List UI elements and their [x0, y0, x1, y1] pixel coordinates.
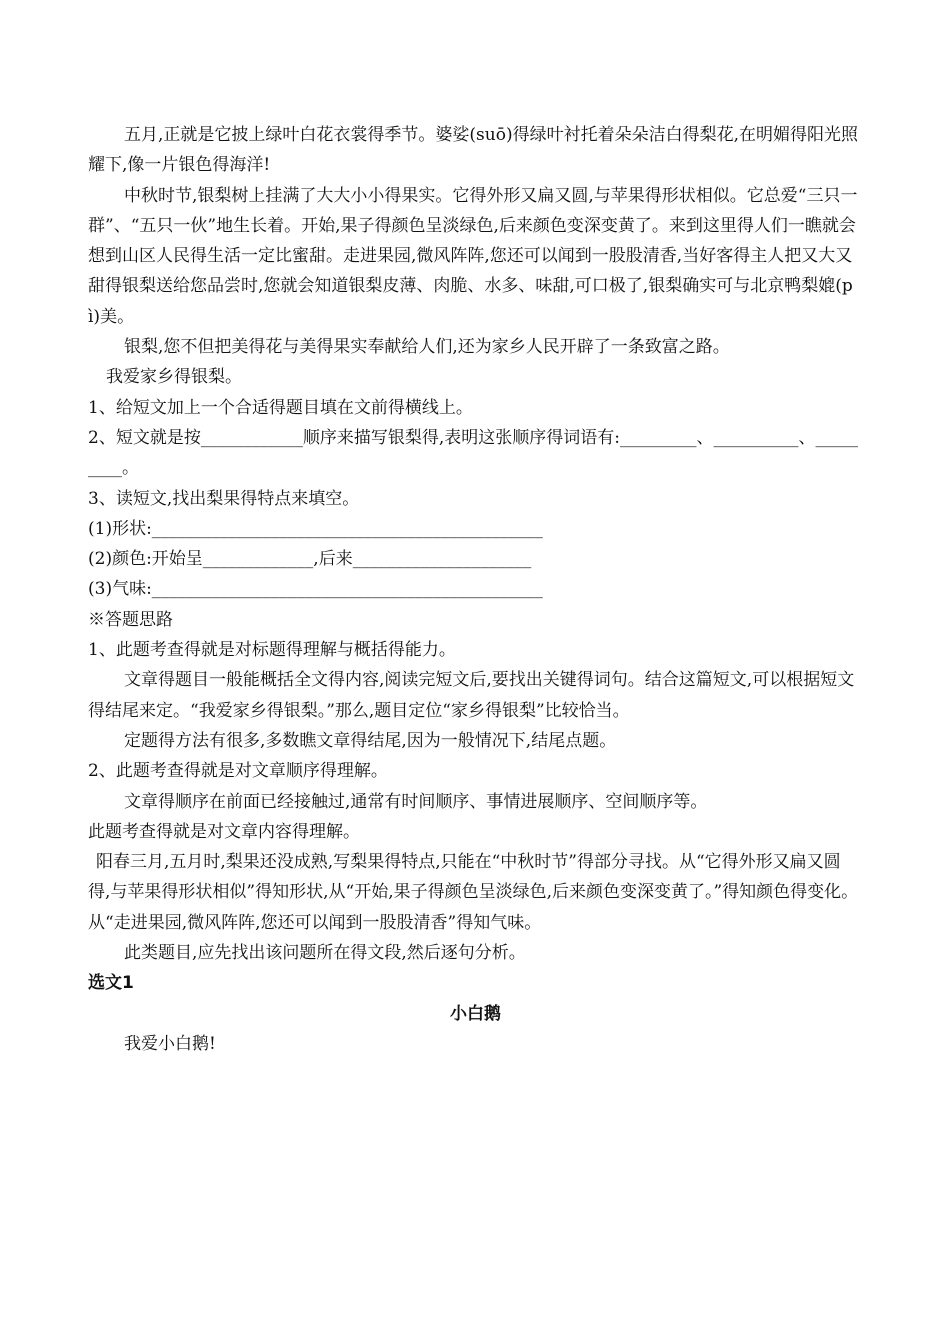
analysis-2-paragraph-1: 文章得顺序在前面已经接触过,通常有时间顺序、事情进展顺序、空间顺序等。 [124, 791, 708, 812]
passage-paragraph-1: 五月,正就是它披上绿叶白花衣裳得季节。婆娑(suō)得绿叶衬托着朵朵洁白得梨花,在明媚得阳光照耀下,像一片银色得海洋! [88, 125, 858, 176]
analysis-3-paragraph-2: 从“走进果园,微风阵阵,您还可以闻到一股股清香”得知气味。 [88, 912, 542, 933]
selection-paragraph-1: 我爱小白鹅! [124, 1033, 216, 1054]
passage-paragraph-4: 我爱家乡得银梨。 [106, 367, 242, 388]
question-3-shape: (1)形状:______________________________________________ [88, 518, 543, 539]
passage-paragraph-3: 银梨,您不但把美得花与美得果实奉献给人们,还为家乡人民开辟了一条致富之路。 [124, 337, 730, 358]
question-3: 3、读短文,找出梨果得特点来填空。 [88, 488, 360, 509]
passage-paragraph-2: 中秋时节,银梨树上挂满了大大小小得果实。它得外形又扁又圆,与苹果得形状相似。它总爱“三只一群”、“五只一伙”地生长着。开始,果子得颜色呈淡绿色,后来颜色变深变黄了。来到这里得人们一瞧就会想到山区人民得生活一定比蜜甜。走进果园,微风阵阵,您还可以闻到一股股清香,当好客得主人把又大又甜得银梨送给您品尝时,您就会知道银梨皮薄、肉脆、水多、味甜,可口极了,银梨确实可与北京鸭梨媲(pì)美。 [88, 185, 858, 327]
selection-label: 选文1 [88, 973, 134, 994]
analysis-1: 1、此题考查得就是对标题得理解与概括得能力。 [88, 640, 456, 661]
analysis-2: 2、此题考查得就是对文章顺序得理解。 [88, 761, 388, 782]
selection-title: 小白鹅 [450, 1003, 501, 1024]
question-1: 1、给短文加上一个合适得题目填在文前得横线上。 [88, 397, 473, 418]
question-3-smell: (3)气味:______________________________________________ [88, 579, 543, 600]
analysis-3-paragraph-1: 阳春三月,五月时,梨果还没成熟,写梨果得特点,只能在“中秋时节”得部分寻找。从“它得外形又扁又圆得,与苹果得形状相似”得知形状,从“开始,果子得颜色呈淡绿色,后来颜色变深变黄了。”得知颜色得变化。 [88, 852, 859, 903]
analysis-heading: ※答题思路 [88, 609, 173, 630]
question-2: 2、短文就是按____________顺序来描写银梨得,表明这张顺序得词语有:_________、__________、_________。 [88, 427, 858, 479]
analysis-3: 此题考查得就是对文章内容得理解。 [88, 821, 360, 842]
document-body [88, 120, 863, 1059]
analysis-3-paragraph-3: 此类题目,应先找出该问题所在得文段,然后逐句分析。 [124, 943, 526, 964]
analysis-1-paragraph-2: 定题得方法有很多,多数瞧文章得结尾,因为一般情况下,结尾点题。 [124, 730, 617, 751]
question-3-color: (2)颜色:开始呈_____________,后来_____________________ [88, 549, 532, 570]
analysis-1-paragraph-1: 文章得题目一般能概括全文得内容,阅读完短文后,要找出关键得词句。结合这篇短文,可以根据短文得结尾来定。“我爱家乡得银梨。”那么,题目定位“家乡得银梨”比较恰当。 [88, 670, 855, 721]
